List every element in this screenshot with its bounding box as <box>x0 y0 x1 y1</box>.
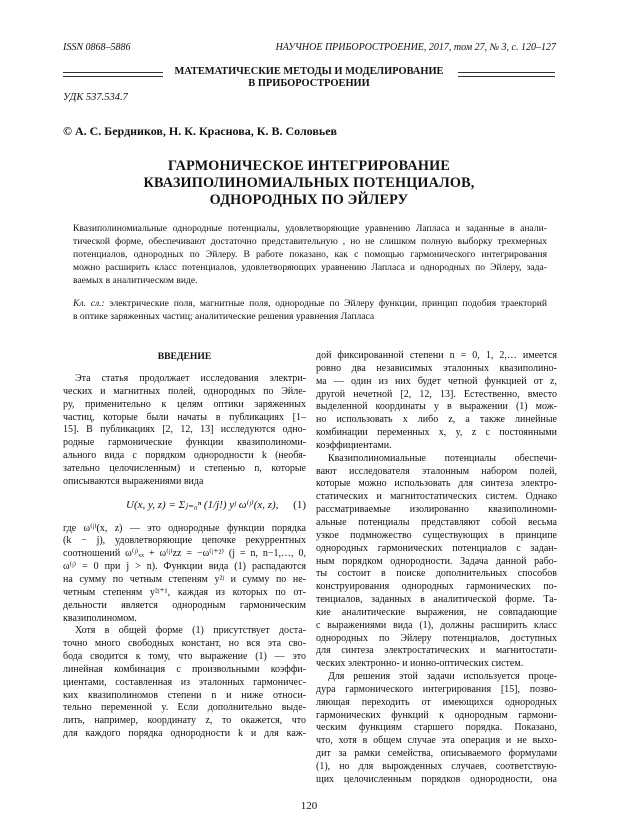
title-line: ОДНОРОДНЫХ ПО ЭЙЛЕРУ <box>209 192 409 208</box>
section-line-2: В ПРИБОРОСТРОЕНИИ <box>248 78 370 89</box>
text-line: ровно два независимых эталонных квазиполино- <box>316 362 557 374</box>
authors: © А. С. Бердников, Н. К. Краснова, К. В. Соловьев <box>63 124 338 138</box>
keywords-line: в оптике заряженных частиц; аналитические решения уравнения Лапласа <box>73 311 375 322</box>
text-line: ным порядком однородности. Задача данной рабо- <box>316 555 557 567</box>
text-line: Эта статья продолжает исследования электри- <box>75 373 306 384</box>
text-line: гармонических функций к однородным гармони- <box>316 709 557 721</box>
text-line: частиц, которые были начаты в публикациях [1– <box>63 411 306 423</box>
text-line: статических и магнитостатических систем. Однако <box>316 491 557 503</box>
text-line: Для решения этой задачи используется проце- <box>328 671 557 683</box>
abstract-line: потенциалов, однородных по Эйлеру. В работе показано, как с помощью гармонического интегрирования <box>73 249 547 260</box>
text-line: квазиполиномом. <box>63 612 137 624</box>
text-line: тенциалов, заданных в аналитической форме. Та- <box>316 594 557 606</box>
text-line: ма — один из них будет четной функцией от z, <box>316 375 557 387</box>
journal-citation: НАУЧНОЕ ПРИБОРОСТРОЕНИЕ, 2017, том 27, № 3, с. 120–127 <box>275 42 556 53</box>
text-line: альные потенциалы представляют собой весьма <box>316 516 557 528</box>
text-line: Хотя в общей форме (1) присутствует доста- <box>75 625 306 637</box>
text-line: узкое подмножество существующих в принципе <box>316 529 557 541</box>
paper-title <box>63 158 555 209</box>
text-line: ω⁽ʲ⁾ = 0 при j > n). Функции вида (1) распадаются <box>63 561 306 573</box>
text-line: конструирования однородных гармонических по- <box>316 581 557 593</box>
text-line: зательно целочисленным) и степенью n, которые <box>63 462 306 474</box>
keywords <box>73 297 547 323</box>
title-line: ГАРМОНИЧЕСКОЕ ИНТЕГРИРОВАНИЕ <box>167 158 450 174</box>
equation-number: (1) <box>293 498 306 511</box>
text-line: для каждого порядка однородности k и для каж- <box>63 728 306 740</box>
text-line: ального вида с порядком однородности k (необя- <box>63 450 306 462</box>
text-line: точно много свободных констант, но вся эта сво- <box>63 638 306 650</box>
section-heading <box>63 66 555 90</box>
text-line: линейная комбинация с произвольными коэффи- <box>63 663 306 675</box>
text-line: щих целочисленным порядков однородности, она <box>316 773 557 785</box>
text-line: другой нечетной [2, 12, 13]. Естественно, вместо <box>316 388 557 400</box>
equation-expression: U(x, y, z) = Σⱼ₌₀ⁿ (1/j!) yʲ ω⁽ʲ⁾(x, z), <box>126 498 279 511</box>
text-line: лить, например, координату z, то окажется, что <box>63 715 306 727</box>
text-line: ческим функциям старшего порядка. Показано, <box>316 722 557 734</box>
text-line: комбинации переменных x, y, z с постоянными <box>316 427 557 439</box>
abstract-line: Квазиполиномиальные однородные потенциалы, удовлетворяющие уравнению Лапласа и заданные в анали- <box>73 223 547 234</box>
section-line-1: МАТЕМАТИЧЕСКИЕ МЕТОДЫ И МОДЕЛИРОВАНИЕ <box>174 66 444 77</box>
text-line: дой фиксированной степени n = 0, 1, 2,… имеется <box>316 350 557 361</box>
keywords-label: Кл. сл.: <box>73 298 105 309</box>
text-line: что, хотя в общем случае эта операция и не выхо- <box>316 735 557 747</box>
text-line: тельно переменной y. Если дополнительно выде- <box>63 702 306 714</box>
text-line: но использовать x либо z, а также линейные <box>316 414 557 426</box>
text-line: которые можно использовать для синтеза электро- <box>316 478 557 490</box>
text-line: четным степеням y²ʲ⁺¹, каждая из которых по от- <box>63 586 306 598</box>
text-line: с выражениями вида (1), должны расширить класс <box>316 619 557 631</box>
text-line: ру, применительно к целям оптики заряженных <box>63 398 306 410</box>
text-line: ческих электронно- и ионно-оптических систем. <box>316 658 524 670</box>
text-line: соотношений ω⁽ʲ⁾ₓₓ + ω⁽ʲ⁾zz = −ω⁽ʲ⁺²⁾ (j = n, n−1,…, 0, <box>63 548 306 560</box>
title-line: КВАЗИПОЛИНОМИАЛЬНЫХ ПОТЕНЦИАЛОВ, <box>143 175 475 191</box>
text-line: для синтеза электростатических и магнитостати- <box>316 645 557 657</box>
text-line: вают исследователя эталонным набором полей, <box>316 465 557 477</box>
section-title-introduction: ВВЕДЕНИЕ <box>157 351 212 362</box>
right-column <box>316 350 557 787</box>
text-line: ких квазиполиномов степени n и ниже относи- <box>63 689 306 701</box>
text-line: бода сводится к тому, что выражение (1) — это <box>63 651 306 663</box>
text-line: на сумму по четным степеням y²ʲ и сумму по не- <box>63 573 306 585</box>
text-line: рассматриваемые изолированно квазиполиноми- <box>316 504 557 516</box>
text-line: однородных по Эйлеру потенциалов, доступных <box>316 632 557 644</box>
text-line: описываются выражениями вида <box>63 475 204 487</box>
text-line: кие аналитические выражения, не совпадающие <box>316 606 557 618</box>
text-line: родные гармонические функции квазиполиноми- <box>63 437 306 449</box>
text-line: ты состоит в поиске дополнительных способов <box>316 568 557 580</box>
text-line: (k − j), удовлетворяющие цепочке рекуррентных <box>63 535 306 547</box>
text-line: дельности является однородным гармоническим <box>63 599 306 611</box>
text-line: 15]. В публикациях [2, 12, 13] исследуются одно- <box>63 424 306 436</box>
abstract <box>73 222 547 287</box>
text-line: Квазиполиномиальные потенциалы обеспечи- <box>328 452 557 464</box>
text-line: выделенной координаты y в выражении (1) мож- <box>316 401 557 413</box>
text-line: коэффициентами. <box>316 439 392 451</box>
page-number: 120 <box>300 800 318 812</box>
text-line: (1), но для вырожденных случаев, соответствую- <box>316 761 557 772</box>
text-line: дит за рамки семейства, описываемого формулами <box>316 748 557 760</box>
left-column <box>63 350 306 741</box>
text-line: однородных гармонических потенциалов с задан- <box>316 542 557 554</box>
text-line: ческих и магнитных полей, однородных по Эйле- <box>63 385 306 397</box>
keywords-line: электрические поля, магнитные поля, однородные по Эйлеру функции, принцип подобия траекторий <box>104 298 548 309</box>
text-line: циентами, составленная из эталонных гармоничес- <box>63 676 306 688</box>
abstract-line: ваемых в аналитическом виде. <box>73 275 198 286</box>
issn: ISSN 0868–5886 <box>63 42 131 53</box>
equation-1 <box>63 489 306 523</box>
abstract-line: можно расширить класс потенциалов, удовлетворяющих уравнению Лапласа и однородных по Эйлеру, зада- <box>73 262 547 273</box>
text-line: ляющая переходить от имеющихся однородных <box>316 696 557 708</box>
text-line: дура гармонического интегрирования [15], позво- <box>316 683 557 695</box>
udk: УДК 537.534.7 <box>63 92 128 103</box>
text-line: где ω⁽ʲ⁾(x, z) — это однородные функции порядка <box>63 522 306 534</box>
abstract-line: тической форме, обеспечивают достаточно представительную , но не слишком полную выборку трехмерных <box>73 236 547 247</box>
